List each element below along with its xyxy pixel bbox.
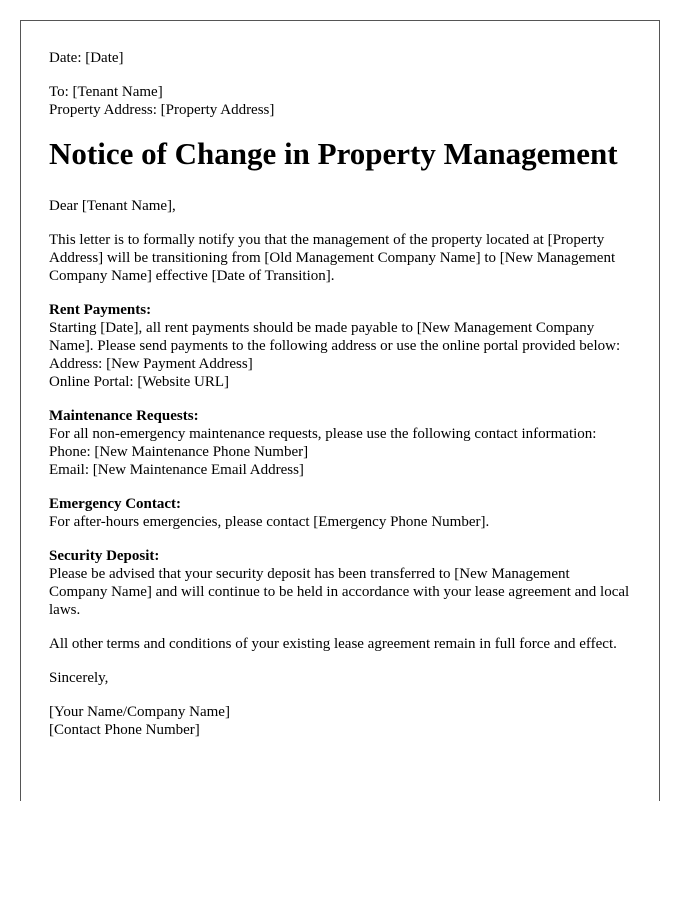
- maintenance-phone: Phone: [New Maintenance Phone Number]: [49, 444, 309, 460]
- deposit-section: [49, 547, 631, 619]
- closing-note: All other terms and conditions of your existing lease agreement remain in full force and effect.: [49, 636, 617, 652]
- rent-heading: Rent Payments:: [49, 302, 152, 318]
- signature-name: [Your Name/Company Name]: [49, 704, 230, 720]
- emergency-section: [49, 495, 631, 531]
- recipient-name: To: [Tenant Name]: [49, 84, 163, 100]
- date-line: Date: [Date]: [49, 50, 124, 66]
- maintenance-text: For all non-emergency maintenance requests, please use the following contact information:: [49, 426, 597, 442]
- letter-page: [20, 20, 660, 801]
- emergency-text: For after-hours emergencies, please contact [Emergency Phone Number].: [49, 514, 490, 530]
- online-portal: Online Portal: [Website URL]: [49, 374, 230, 390]
- signoff: Sincerely,: [49, 670, 109, 686]
- maintenance-heading: Maintenance Requests:: [49, 408, 199, 424]
- maintenance-email: Email: [New Maintenance Email Address]: [49, 462, 304, 478]
- deposit-text: Please be advised that your security deposit has been transferred to [New Management Company Name] and will continue to be held in accordance with your lease agreement and local laws.: [49, 566, 630, 618]
- signature-block: [49, 703, 631, 739]
- deposit-heading: Security Deposit:: [49, 548, 160, 564]
- payment-address: Address: [New Payment Address]: [49, 356, 253, 372]
- signature-contact: [Contact Phone Number]: [49, 722, 200, 738]
- emergency-heading: Emergency Contact:: [49, 496, 182, 512]
- rent-section: [49, 301, 631, 391]
- recipient-block: [49, 83, 631, 119]
- salutation: Dear [Tenant Name],: [49, 198, 176, 214]
- letter-title: Notice of Change in Property Management: [49, 136, 618, 171]
- maintenance-section: [49, 407, 631, 479]
- property-address: Property Address: [Property Address]: [49, 102, 275, 118]
- rent-text: Starting [Date], all rent payments should be made payable to [New Management Company Name]. Please send payments to the following address or use the online portal provided below:: [49, 320, 621, 354]
- intro-paragraph: This letter is to formally notify you that the management of the property located at [Property Address] will be transitioning from [Old Management Company Name] to [New Management Company Name] effective [Date of Transition].: [49, 232, 616, 284]
